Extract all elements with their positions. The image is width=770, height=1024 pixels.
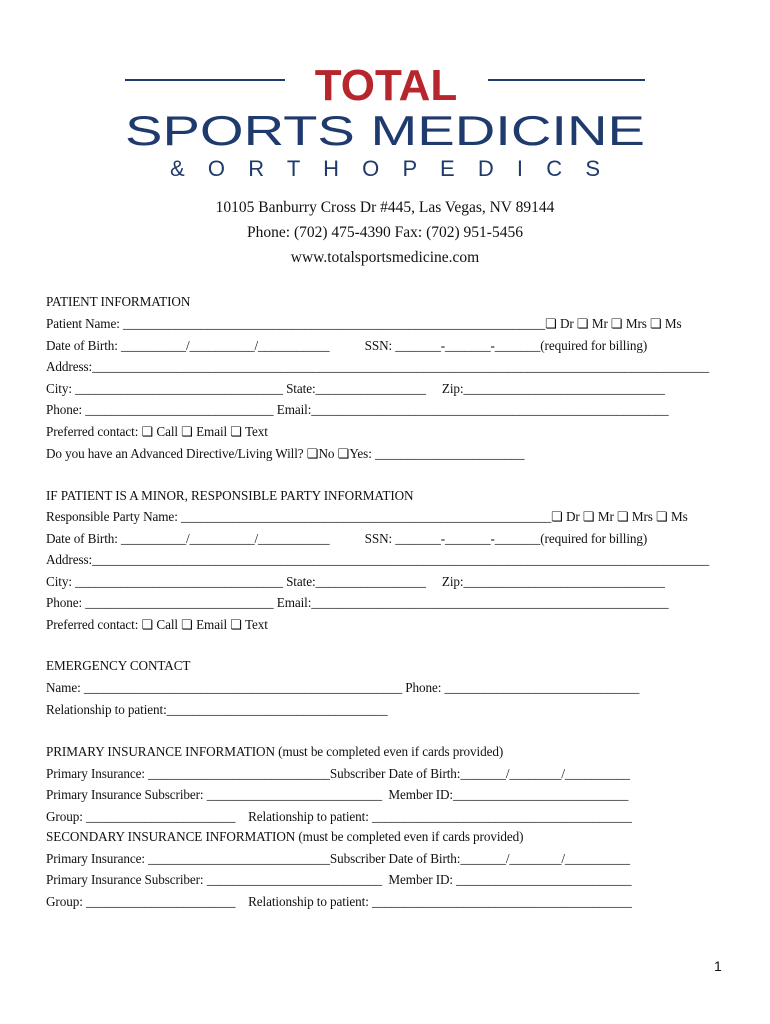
emergency-relationship-field[interactable]: Relationship to patient:__________________________________: [46, 702, 388, 717]
patient-preferred-contact[interactable]: Preferred contact: ❏ Call ❏ Email ❏ Text: [46, 424, 268, 439]
clinic-website: www.totalsportsmedicine.com: [290, 249, 480, 266]
patient-name-field[interactable]: Patient Name: _________________________________________________________________❏ Dr ❏ Mr ❏ Mrs ❏ Ms: [46, 316, 682, 331]
primary-group-field[interactable]: Group: _______________________ Relationship to patient: ________________________________________: [46, 809, 632, 824]
page-number: 1: [714, 958, 722, 974]
responsible-phone-email-field[interactable]: Phone: _____________________________ Email:_______________________________________________________: [46, 595, 669, 610]
clinic-street-address: 10105 Banburry Cross Dr #445, Las Vegas, NV 89144: [215, 199, 555, 216]
responsible-preferred-contact[interactable]: Preferred contact: ❏ Call ❏ Email ❏ Text: [46, 617, 268, 632]
primary-insurance-field[interactable]: Primary Insurance: ____________________________Subscriber Date of Birth:_______/________/__________: [46, 766, 630, 781]
primary-subscriber-field[interactable]: Primary Insurance Subscriber: ___________________________ Member ID:___________________________: [46, 787, 629, 802]
secondary-group-field[interactable]: Group: _______________________ Relationship to patient: ________________________________________: [46, 894, 632, 909]
advanced-directive-question[interactable]: Do you have an Advanced Directive/Living Will? ❏No ❏Yes: _______________________: [46, 446, 525, 461]
emergency-name-phone-field[interactable]: Name: _________________________________________________ Phone: ______________________________: [46, 680, 640, 695]
clinic-phone-fax: Phone: (702) 475-4390 Fax: (702) 951-5456: [247, 224, 523, 241]
secondary-insurance-field[interactable]: Primary Insurance: ____________________________Subscriber Date of Birth:_______/________/__________: [46, 851, 630, 866]
section-heading-primary-insurance: PRIMARY INSURANCE INFORMATION (must be completed even if cards provided): [46, 744, 504, 759]
patient-address-field[interactable]: Address:_______________________________________________________________________________________________: [46, 359, 709, 374]
logo-word-orthopedics: & O R T H O P E D I C S: [170, 156, 601, 181]
total-sports-medicine-logo: [0, 0, 770, 200]
responsible-address-field[interactable]: Address:_______________________________________________________________________________________________: [46, 552, 709, 567]
logo-word-sports-medicine: SPORTS MEDICINE: [125, 107, 645, 154]
section-heading-patient: PATIENT INFORMATION: [46, 294, 191, 309]
patient-phone-email-field[interactable]: Phone: _____________________________ Email:_______________________________________________________: [46, 402, 669, 417]
secondary-subscriber-field[interactable]: Primary Insurance Subscriber: ___________________________ Member ID: ___________________________: [46, 872, 632, 887]
section-heading-emergency: EMERGENCY CONTACT: [46, 658, 191, 673]
section-heading-minor: IF PATIENT IS A MINOR, RESPONSIBLE PARTY INFORMATION: [46, 488, 414, 503]
logo-word-total: TOTAL: [314, 61, 458, 110]
logo-graphic: [0, 0, 770, 200]
responsible-city-state-zip-field[interactable]: City: ________________________________ State:_________________ Zip:_______________________________: [46, 574, 665, 589]
patient-dob-ssn-field[interactable]: Date of Birth: __________/__________/___________ SSN: _______-_______-_______(required for billing): [46, 338, 648, 353]
responsible-party-name-field[interactable]: Responsible Party Name: _________________________________________________________❏ Dr ❏ Mr ❏ Mrs ❏ Ms: [46, 509, 688, 524]
section-heading-secondary-insurance: SECONDARY INSURANCE INFORMATION (must be completed even if cards provided): [46, 829, 524, 844]
responsible-dob-ssn-field[interactable]: Date of Birth: __________/__________/___________ SSN: _______-_______-_______(required for billing): [46, 531, 648, 546]
patient-city-state-zip-field[interactable]: City: ________________________________ State:_________________ Zip:_______________________________: [46, 381, 665, 396]
